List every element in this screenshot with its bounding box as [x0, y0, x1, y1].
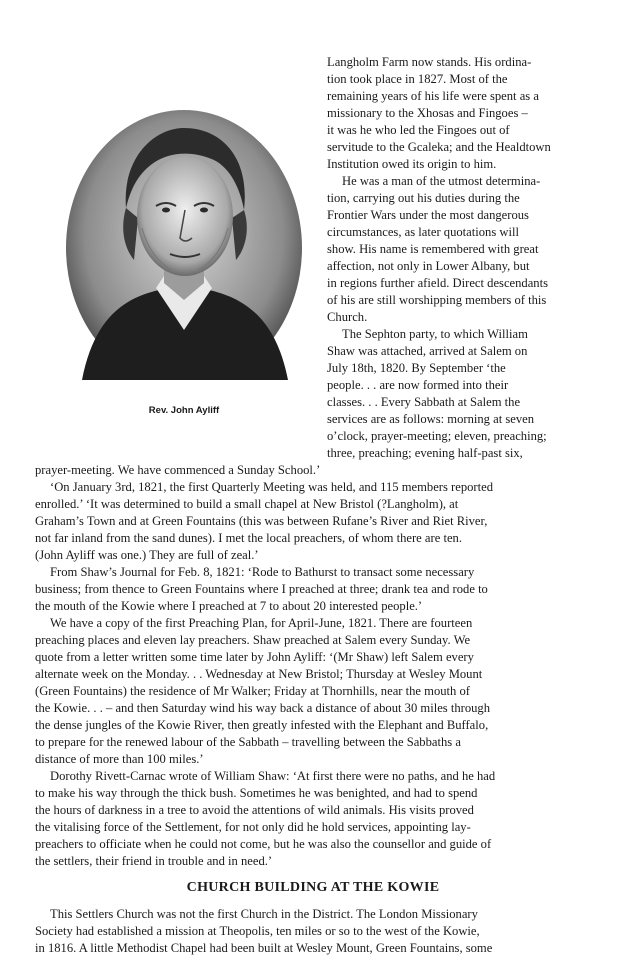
- text-line: people. . . are now formed into their: [327, 378, 509, 392]
- text-line: of his are still worshipping members of this: [327, 293, 547, 307]
- text-line: The Sephton party, to which William: [342, 327, 528, 341]
- text-line: Frontier Wars under the most dangerous: [327, 208, 529, 222]
- text-line: (John Ayliff was one.) They are full of zeal.’: [35, 548, 259, 562]
- text-line: the hours of darkness in a tree to avoid the attentions of wild animals. His visits proved: [35, 803, 474, 817]
- text-line: distance of more than 100 miles.’: [35, 752, 204, 766]
- portrait-caption: Rev. John Ayliff: [148, 405, 220, 416]
- text-line: servitude to the Gcaleka; and the Healdtown: [327, 140, 551, 154]
- text-line: Dorothy Rivett-Carnac wrote of William Shaw: ‘At first there were no paths, and he had: [50, 769, 496, 783]
- text-line: to make his way through the thick bush. Sometimes he was benighted, and had to spend: [35, 786, 478, 800]
- text-line: three, preaching; evening half-past six,: [327, 446, 523, 460]
- text-line: affection, not only in Lower Albany, but: [327, 259, 530, 273]
- portrait-engraving: [64, 98, 304, 380]
- section-heading: CHURCH BUILDING AT THE KOWIE: [186, 880, 440, 895]
- text-line: business; from thence to Green Fountains where I preached at three; drank tea and rode to: [35, 582, 488, 596]
- text-line: We have a copy of the first Preaching Plan, for April-June, 1821. There are fourteen: [50, 616, 473, 630]
- text-line: preachers to officiate when he could not come, but he was also the counsellor and guide of: [35, 837, 492, 851]
- text-line: (Green Fountains) the residence of Mr Walker; Friday at Thornhills, near the mouth of: [35, 684, 470, 698]
- text-line: the mouth of the Kowie where I preached at 7 to about 20 interested people.’: [35, 599, 423, 613]
- text-line: to prepare for the renewed labour of the Sabbath – travelling between the Sabbaths a: [35, 735, 461, 749]
- text-line: in regions further afield. Direct descendants: [327, 276, 549, 290]
- text-line: Langholm Farm now stands. His ordina-: [327, 55, 532, 69]
- text-line: Institution owed its origin to him.: [327, 157, 497, 171]
- text-line: Society had established a mission at Theopolis, ten miles or so to the west of the Kowie,: [35, 924, 480, 938]
- text-line: Shaw was attached, arrived at Salem on: [327, 344, 528, 358]
- text-line: the Kowie. . . – and then Saturday wind his way back a distance of about 30 miles through: [35, 701, 491, 715]
- text-line: o’clock, prayer-meeting; eleven, preaching;: [327, 429, 547, 443]
- text-line: tion took place in 1827. Most of the: [327, 72, 508, 86]
- text-line: quote from a letter written some time later by John Ayliff: ‘(Mr Shaw) left Salem every: [35, 650, 474, 664]
- text-line: Graham’s Town and at Green Fountains (this was between Rufane’s River and Riet River,: [35, 514, 488, 528]
- text-line: services are as follows: morning at seven: [327, 412, 535, 426]
- text-line: Church.: [327, 310, 368, 324]
- text-line: This Settlers Church was not the first Church in the District. The London Missionary: [50, 907, 478, 921]
- text-line: remaining years of his life were spent as a: [327, 89, 539, 103]
- text-line: it was he who led the Fingoes out of: [327, 123, 510, 137]
- text-line: the settlers, their friend in trouble and in need.’: [35, 854, 273, 868]
- text-line: the dense jungles of the Kowie River, then greatly infested with the Elephant and Buffalo,: [35, 718, 489, 732]
- text-line: not far inland from the sand dunes). I met the local preachers, of whom there are ten.: [35, 531, 462, 545]
- text-line: July 18th, 1820. By September ‘the: [327, 361, 506, 375]
- text-line: alternate week on the Monday. . . Wednesday at New Bristol; Thursday at Wesley Mount: [35, 667, 483, 681]
- text-line: the vitalising force of the Settlement, for not only did he hold services, appointing lay-: [35, 820, 471, 834]
- text-line: classes. . . Every Sabbath at Salem the: [327, 395, 521, 409]
- text-line: He was a man of the utmost determina-: [342, 174, 541, 188]
- text-line: preaching places and eleven lay preachers. Shaw preached at Salem every Sunday. We: [35, 633, 471, 647]
- text-line: tion, carrying out his duties during the: [327, 191, 520, 205]
- text-line: prayer-meeting. We have commenced a Sunday School.’: [35, 463, 321, 477]
- text-line: ‘On January 3rd, 1821, the first Quarterly Meeting was held, and 115 members reported: [50, 480, 493, 494]
- text-line: enrolled.’ ‘It was determined to build a small chapel at New Bristol (?Langholm), at: [35, 497, 459, 511]
- text-line: missionary to the Xhosas and Fingoes –: [327, 106, 528, 120]
- text-line: From Shaw’s Journal for Feb. 8, 1821: ‘Rode to Bathurst to transact some necessary: [50, 565, 475, 579]
- text-line: show. His name is remembered with great: [327, 242, 539, 256]
- text-line: circumstances, as later quotations will: [327, 225, 519, 239]
- text-line: in 1816. A little Methodist Chapel had been built at Wesley Mount, Green Fountains, some: [35, 941, 493, 955]
